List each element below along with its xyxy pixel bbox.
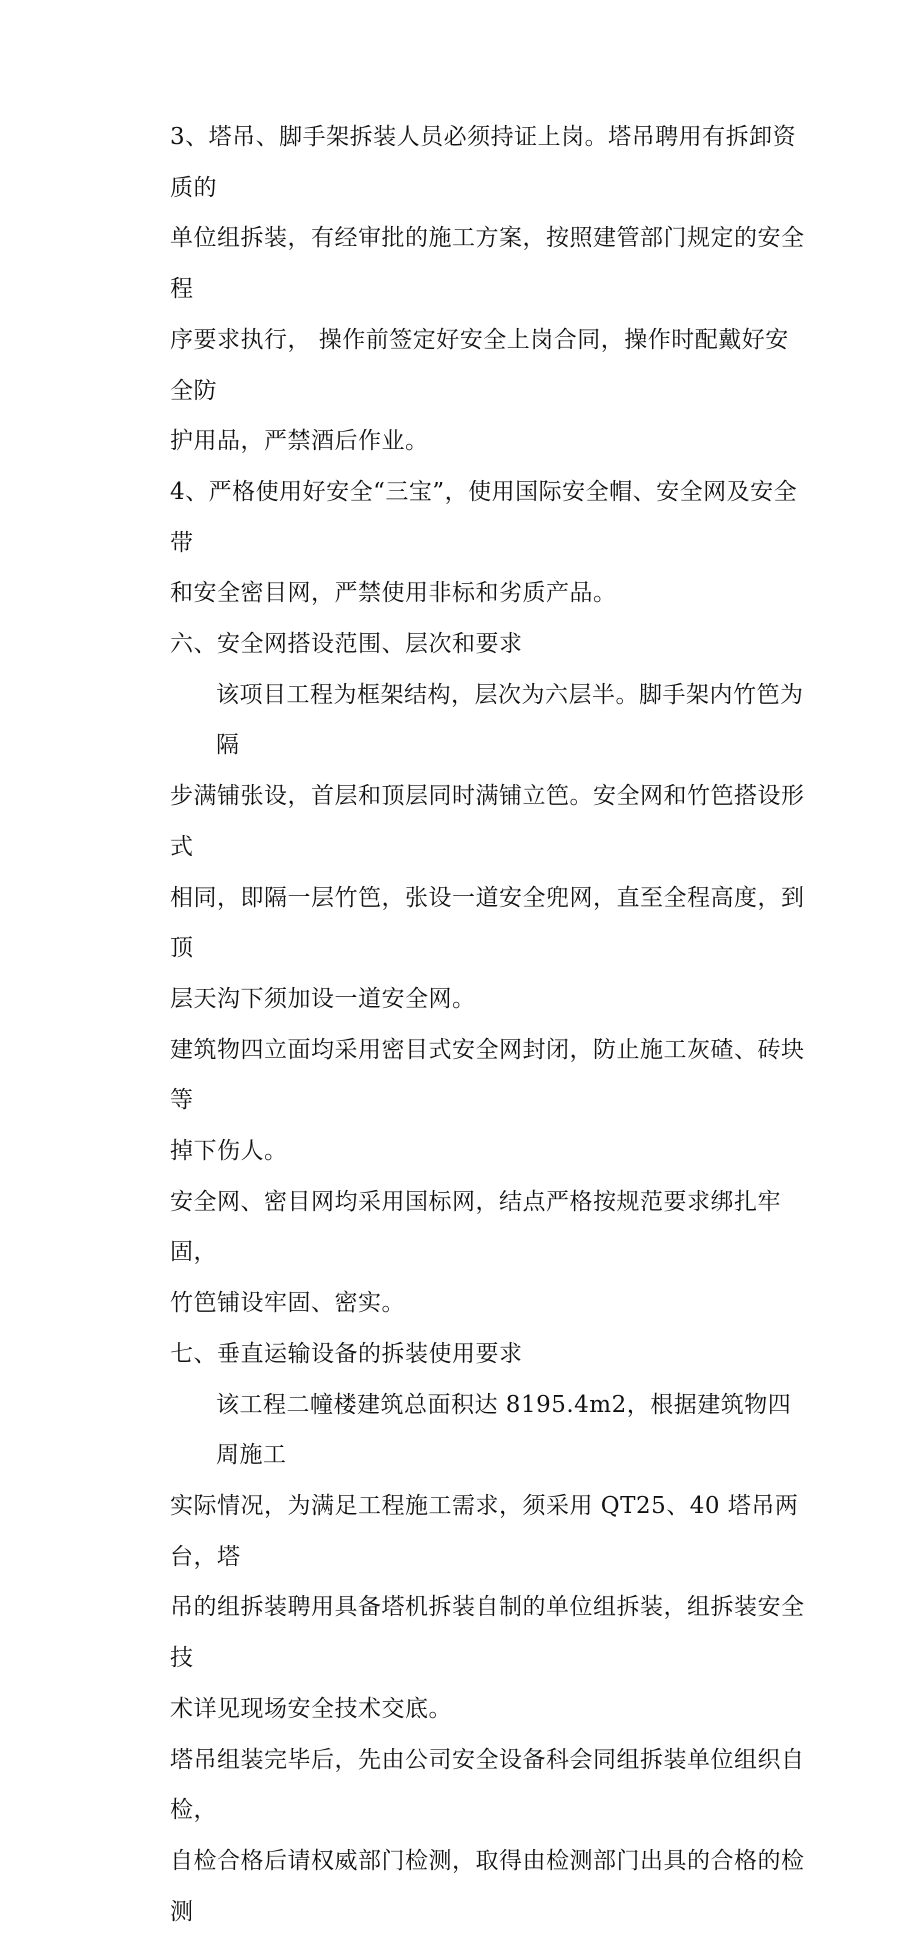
text-line: 相同，即隔一层竹笆，张设一道安全兜网，直至全程高度，到顶 [170,884,805,962]
text-line: 建筑物四立面均采用密目式安全网封闭，防止施工灰碴、砖块等 [170,1036,805,1114]
text-line: 七、垂直运输设备的拆装使用要求 [170,1340,523,1367]
text-line: 单位组拆装，有经审批的施工方案，按照建管部门规定的安全程 [170,225,805,303]
text-line: 掉下伤人。 [170,1138,288,1165]
text-line: 该项目工程为框架结构，层次为六层半。脚手架内竹笆为隔 [216,681,804,759]
text-line: 塔吊组装完毕后，先由公司安全设备科会同组拆装单位组织自检， [170,1746,805,1824]
text-line: 步满铺张设，首层和顶层同时满铺立笆。安全网和竹笆搭设形式 [170,783,805,860]
text-line: 4、严格使用好安全“三宝”，使用国际安全帽、安全网及安全带 [170,478,798,556]
text-line: 3、塔吊、脚手架拆装人员必须持证上岗。塔吊聘用有拆卸资质的 [170,124,797,201]
text-line: 六、安全网搭设范围、层次和要求 [170,631,523,658]
text-line: 层天沟下须加设一道安全网。 [170,985,476,1012]
text-line: 护用品，严禁酒后作业。 [170,428,429,455]
text-line: 竹笆铺设牢固、密实。 [170,1290,405,1317]
document-body [170,112,810,1937]
text-line: 序要求执行， 操作前签定好安全上岗合同，操作时配戴好安全防 [170,326,789,404]
text-line: 吊的组拆装聘用具备塔机拆装自制的单位组拆装，组拆装安全技 [170,1594,805,1672]
text-line: 安全网、密目网均采用国标网，结点严格按规范要求绑扎牢固， [170,1188,781,1266]
text-line: 自检合格后请权威部门检测，取得由检测部门出具的合格的检测 [170,1847,805,1925]
text-line: 实际情况，为满足工程施工需求，须采用 QT25、40 塔吊两台，塔 [170,1492,799,1570]
text-line: 该工程二幢楼建筑总面积达 8195.4m2，根据建筑物四周施工 [216,1391,792,1469]
text-line: 和安全密目网，严禁使用非标和劣质产品。 [170,580,617,607]
text-line: 术详见现场安全技术交底。 [170,1695,452,1722]
